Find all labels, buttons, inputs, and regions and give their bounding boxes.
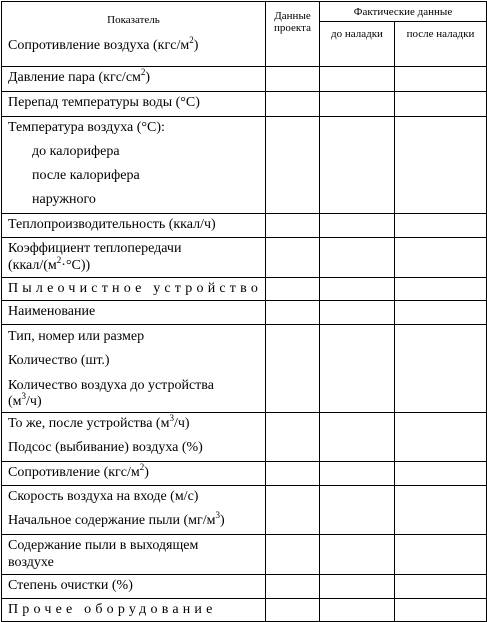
row-label-group xyxy=(2,413,266,462)
after-cell[interactable] xyxy=(395,462,487,486)
table-row xyxy=(2,462,487,486)
row-label-group xyxy=(2,486,266,535)
header-actual-label: Фактические данные xyxy=(353,6,453,18)
table-row xyxy=(2,413,487,462)
before-cell[interactable] xyxy=(320,575,395,599)
row-label: наружного xyxy=(32,192,96,207)
row-label xyxy=(8,374,265,410)
after-cell[interactable] xyxy=(395,67,487,92)
project-cell[interactable] xyxy=(266,117,320,214)
table-row xyxy=(2,575,487,599)
row-label: Скорость воздуха на входе (м/с) xyxy=(8,489,199,504)
before-cell[interactable] xyxy=(320,67,395,92)
section-row xyxy=(2,278,487,301)
project-cell[interactable] xyxy=(266,238,320,278)
row-label: Наименование xyxy=(2,301,266,325)
header-project xyxy=(266,2,320,67)
row-label: Давление пара $(кгс/см^2)$ xyxy=(2,67,266,92)
row-label: Сопротивление $(кгс/м^2)$ xyxy=(2,462,266,486)
header-actual xyxy=(320,2,487,22)
row-label-line: Содержание пыли в выходящем xyxy=(8,538,199,553)
project-cell[interactable] xyxy=(266,92,320,117)
before-cell[interactable] xyxy=(320,214,395,238)
after-cell[interactable] xyxy=(395,413,487,462)
row-label-line: Коэффициент теплопередачи xyxy=(8,241,182,256)
table-row xyxy=(2,117,487,214)
row-label: Перепад температуры воды (°С) xyxy=(2,92,266,117)
row-label: Тип, номер или размер xyxy=(8,329,145,344)
before-cell[interactable] xyxy=(320,462,395,486)
after-cell[interactable] xyxy=(395,599,487,622)
row-label-air-resistance: Сопротивление воздуха $(кгс/м^2)$ xyxy=(8,35,199,53)
before-cell[interactable] xyxy=(320,92,395,117)
row-label xyxy=(2,535,266,575)
project-cell[interactable] xyxy=(266,462,320,486)
header-indicator-label: Показатель xyxy=(107,14,160,26)
before-cell[interactable] xyxy=(320,238,395,278)
after-cell[interactable] xyxy=(395,486,487,535)
row-label-air-temperature xyxy=(2,117,266,214)
section-row xyxy=(2,599,487,622)
after-cell[interactable] xyxy=(395,92,487,117)
after-cell[interactable] xyxy=(395,301,487,325)
after-cell[interactable] xyxy=(395,575,487,599)
data-table xyxy=(1,1,487,622)
after-cell[interactable] xyxy=(395,278,487,301)
before-cell[interactable] xyxy=(320,413,395,462)
row-label-line: $(ккал/(м^2\cdot^\circ С))$ xyxy=(8,255,91,273)
project-cell[interactable] xyxy=(266,599,320,622)
header-after-label: после наладки xyxy=(406,28,475,40)
row-label: до калорифера xyxy=(32,144,120,159)
before-cell[interactable] xyxy=(320,301,395,325)
table-row xyxy=(2,238,487,278)
table-row xyxy=(2,301,487,325)
row-label: после калорифера xyxy=(32,168,140,183)
row-label: Начальное содержание пыли $(мг/м^3)$ xyxy=(8,510,225,528)
row-label: Степень очистки (%) xyxy=(2,575,266,599)
before-cell[interactable] xyxy=(320,278,395,301)
table-row xyxy=(2,486,487,535)
row-label-line: воздухе xyxy=(8,555,54,570)
project-cell[interactable] xyxy=(266,278,320,301)
project-cell[interactable] xyxy=(266,214,320,238)
row-label: Теплопроизводительность (ккал/ч) xyxy=(2,214,266,238)
after-cell[interactable] xyxy=(395,214,487,238)
before-cell[interactable] xyxy=(320,325,395,413)
before-cell[interactable] xyxy=(320,535,395,575)
table-row xyxy=(2,325,487,413)
row-label-group xyxy=(2,325,266,413)
table-row xyxy=(2,92,487,117)
table-row xyxy=(2,214,487,238)
project-cell[interactable] xyxy=(266,301,320,325)
after-cell[interactable] xyxy=(395,238,487,278)
before-cell[interactable] xyxy=(320,117,395,214)
section-title-other-equipment: Прочее оборудование xyxy=(2,599,266,622)
header-indicator xyxy=(2,2,266,67)
project-cell[interactable] xyxy=(266,575,320,599)
before-cell[interactable] xyxy=(320,599,395,622)
project-cell[interactable] xyxy=(266,325,320,413)
after-cell[interactable] xyxy=(395,117,487,214)
row-label-line: Количество воздуха до устройства xyxy=(8,378,214,393)
row-label: Подсос (выбивание) воздуха (%) xyxy=(8,440,203,455)
row-label-line: $(м^3/ч)$ xyxy=(8,391,42,409)
header-project-label: Данные проекта xyxy=(274,10,311,34)
row-label: Количество (шт.) xyxy=(8,353,110,368)
row-label xyxy=(2,238,266,278)
project-cell[interactable] xyxy=(266,486,320,535)
table-row xyxy=(2,535,487,575)
after-cell[interactable] xyxy=(395,535,487,575)
project-cell[interactable] xyxy=(266,535,320,575)
header-before xyxy=(320,22,395,67)
row-label: Температура воздуха (°С): xyxy=(8,120,165,135)
header-after xyxy=(395,22,487,67)
section-title-dust-collector: Пылеочистное устройство xyxy=(2,278,266,301)
row-label: То же, после устройства $(м^3/ч)$ xyxy=(8,413,190,431)
project-cell[interactable] xyxy=(266,67,320,92)
table-row xyxy=(2,67,487,92)
after-cell[interactable] xyxy=(395,325,487,413)
header-before-label: до наладки xyxy=(331,28,383,40)
before-cell[interactable] xyxy=(320,486,395,535)
project-cell[interactable] xyxy=(266,413,320,462)
